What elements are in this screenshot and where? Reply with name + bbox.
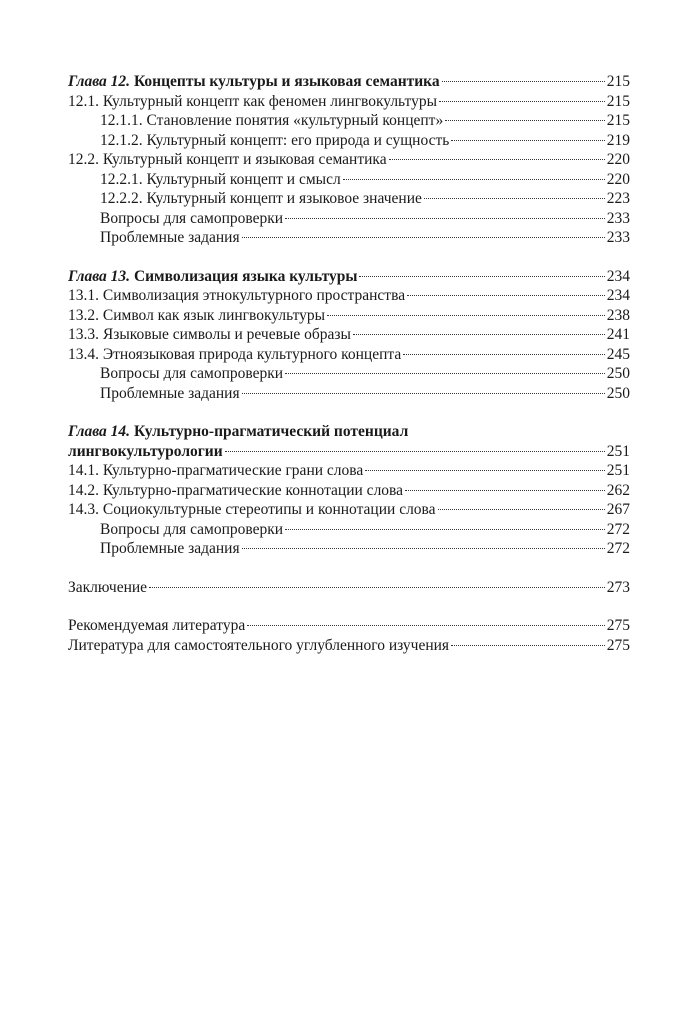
page-number: 275 bbox=[606, 617, 630, 634]
chapter-title-continued: лингвокультурологии bbox=[68, 442, 223, 460]
dot-leader bbox=[247, 625, 605, 626]
dot-leader bbox=[285, 373, 605, 374]
page-number: 250 bbox=[606, 365, 630, 382]
toc-entry[interactable] bbox=[68, 209, 630, 229]
dot-leader bbox=[285, 529, 605, 530]
entry-title: 13.1. Символизация этнокультурного пространства bbox=[68, 287, 406, 304]
spacer bbox=[68, 559, 630, 578]
toc-entry[interactable] bbox=[68, 189, 630, 209]
page-number: 267 bbox=[606, 501, 630, 518]
page-number: 215 bbox=[606, 112, 630, 129]
page-number: 220 bbox=[606, 151, 630, 168]
toc-conclusion[interactable] bbox=[68, 578, 630, 598]
dot-leader bbox=[403, 354, 605, 355]
toc-entry[interactable] bbox=[68, 364, 630, 384]
page-number: 215 bbox=[606, 73, 630, 90]
dot-leader bbox=[343, 179, 605, 180]
entry-title: 12.1.1. Становление понятия «культурный концепт» bbox=[100, 112, 444, 129]
toc-entry[interactable] bbox=[68, 481, 630, 501]
table-of-contents bbox=[68, 72, 630, 655]
toc-entry[interactable] bbox=[68, 111, 630, 131]
page-number: 272 bbox=[606, 520, 630, 538]
spacer bbox=[68, 403, 630, 422]
entry-title: Рекомендуемая литература bbox=[68, 617, 246, 634]
dot-leader bbox=[407, 295, 605, 296]
entry-title: Литература для самостоятельного углубленного изучения bbox=[68, 636, 450, 654]
dot-leader bbox=[242, 237, 605, 238]
dot-leader bbox=[242, 393, 605, 394]
toc-entry[interactable] bbox=[68, 520, 630, 540]
toc-entry[interactable] bbox=[68, 500, 630, 520]
entry-title: Заключение bbox=[68, 578, 148, 596]
toc-chapter-12[interactable] bbox=[68, 72, 630, 92]
page-number: 241 bbox=[606, 326, 630, 343]
entry-title: Проблемные задания bbox=[100, 384, 240, 402]
toc-entry[interactable] bbox=[68, 539, 630, 559]
dot-leader bbox=[365, 470, 604, 471]
toc-entry[interactable] bbox=[68, 345, 630, 365]
toc-entry[interactable] bbox=[68, 306, 630, 326]
entry-title: 12.1.2. Культурный концепт: его природа и сущность bbox=[100, 131, 450, 149]
entry-title: 14.1. Культурно-прагматические грани слова bbox=[68, 462, 364, 479]
dot-leader bbox=[225, 451, 605, 452]
dot-leader bbox=[445, 120, 605, 121]
toc-literature[interactable] bbox=[68, 636, 630, 656]
dot-leader bbox=[353, 334, 605, 335]
page-number: 215 bbox=[606, 92, 630, 110]
entry-title: 12.2.1. Культурный концепт и смысл bbox=[100, 170, 341, 188]
toc-chapter-14-line1[interactable] bbox=[68, 422, 630, 442]
page-number: 273 bbox=[606, 578, 630, 596]
page-number: 262 bbox=[606, 481, 630, 499]
page-number: 251 bbox=[606, 442, 630, 460]
dot-leader bbox=[438, 509, 605, 510]
toc-chapter-14[interactable] bbox=[68, 442, 630, 462]
toc-entry[interactable] bbox=[68, 150, 630, 170]
entry-title: 13.4. Этноязыковая природа культурного концепта bbox=[68, 345, 402, 363]
entry-title: Проблемные задания bbox=[100, 540, 240, 557]
entry-title: 14.2. Культурно-прагматические коннотации слова bbox=[68, 481, 404, 499]
dot-leader bbox=[359, 276, 604, 277]
toc-entry[interactable] bbox=[68, 325, 630, 345]
chapter-label: Глава 13. bbox=[68, 267, 131, 285]
toc-chapter-13[interactable] bbox=[68, 267, 630, 287]
dot-leader bbox=[149, 587, 605, 588]
dot-leader bbox=[242, 548, 605, 549]
page-number: 234 bbox=[606, 287, 630, 304]
chapter-title: Культурно-прагматический потенциал bbox=[130, 423, 409, 440]
entry-title: 12.1. Культурный концепт как феномен лингвокультуры bbox=[68, 92, 438, 110]
entry-title: 14.3. Социокультурные стереотипы и коннотации слова bbox=[68, 501, 436, 518]
spacer bbox=[68, 597, 630, 616]
dot-leader bbox=[442, 81, 605, 82]
dot-leader bbox=[389, 159, 605, 160]
chapter-title: Концепты культуры и языковая семантика bbox=[130, 73, 440, 90]
dot-leader bbox=[439, 101, 605, 102]
dot-leader bbox=[451, 140, 604, 141]
toc-entry[interactable] bbox=[68, 228, 630, 248]
toc-entry[interactable] bbox=[68, 286, 630, 306]
page-number: 220 bbox=[606, 170, 630, 188]
dot-leader bbox=[285, 218, 605, 219]
entry-title: Проблемные задания bbox=[100, 229, 240, 246]
page-number: 275 bbox=[606, 636, 630, 654]
page-number: 238 bbox=[606, 306, 630, 324]
dot-leader bbox=[405, 490, 605, 491]
page-number: 272 bbox=[606, 540, 630, 557]
entry-title: 13.2. Символ как язык лингвокультуры bbox=[68, 306, 326, 324]
page-number: 245 bbox=[606, 345, 630, 363]
page-number: 251 bbox=[606, 462, 630, 479]
entry-title: Вопросы для самопроверки bbox=[100, 520, 284, 538]
page-number: 250 bbox=[606, 384, 630, 402]
page-number: 233 bbox=[606, 229, 630, 246]
entry-title: 13.3. Языковые символы и речевые образы bbox=[68, 326, 351, 343]
toc-entry[interactable] bbox=[68, 384, 630, 404]
toc-entry[interactable] bbox=[68, 461, 630, 481]
page-number: 223 bbox=[606, 190, 630, 207]
entry-title: 12.2.2. Культурный концепт и языковое значение bbox=[100, 190, 422, 207]
toc-entry[interactable] bbox=[68, 170, 630, 190]
chapter-title: Символизация языка культуры bbox=[130, 267, 358, 285]
dot-leader bbox=[327, 315, 605, 316]
chapter-label: Глава 12. bbox=[68, 73, 131, 90]
page-number: 234 bbox=[606, 267, 630, 285]
toc-literature[interactable] bbox=[68, 616, 630, 636]
chapter-label: Глава 14. bbox=[68, 423, 131, 440]
page-number: 219 bbox=[606, 131, 630, 149]
spacer bbox=[68, 248, 630, 267]
dot-leader bbox=[451, 645, 605, 646]
entry-title: Вопросы для самопроверки bbox=[100, 209, 284, 227]
dot-leader bbox=[424, 198, 605, 199]
entry-title: 12.2. Культурный концепт и языковая семантика bbox=[68, 151, 387, 168]
toc-entry[interactable] bbox=[68, 131, 630, 151]
page-number: 233 bbox=[606, 209, 630, 227]
toc-entry[interactable] bbox=[68, 92, 630, 112]
entry-title: Вопросы для самопроверки bbox=[100, 365, 284, 382]
